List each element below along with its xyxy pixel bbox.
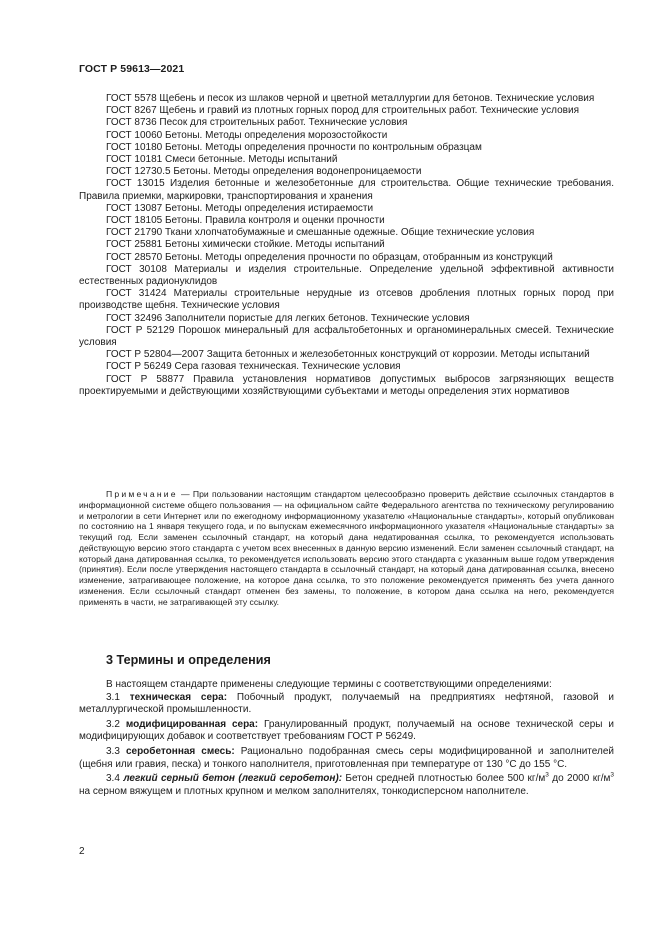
term-text: Рационально подобранная смесь серы модифицированной и заполнителей (щебня или гравия, песка) и тонкого наполнителя, приготовленная при температуре от 130 °С до 155 °С. xyxy=(79,745,614,770)
reference-item: ГОСТ 13087 Бетоны. Методы определения истираемости xyxy=(106,202,374,214)
superscript: 3 xyxy=(610,771,615,779)
reference-item: ГОСТ Р 56249 Сера газовая техническая. Технические условия xyxy=(106,361,401,373)
term-name: техническая сера: xyxy=(129,691,228,703)
reference-item: ГОСТ 10181 Смеси бетонные. Методы испытаний xyxy=(106,154,338,166)
reference-item: ГОСТ Р 52804—2007 Защита бетонных и железобетонных конструкций от коррозии. Методы испытаний xyxy=(106,349,590,361)
terms-list xyxy=(79,679,614,800)
term-number: 3.4 xyxy=(106,773,124,785)
reference-item: ГОСТ Р 58877 Правила установления нормативов допустимых выбросов загрязняющих веществ проектируемыми и действующими хозяйствующими субъектами и методы определения этих нормативов xyxy=(79,373,614,397)
term-definition xyxy=(79,692,614,717)
term-text: до 2000 кг/м xyxy=(548,773,611,785)
reference-item: ГОСТ Р 52129 Порошок минеральный для асфальтобетонных и органоминеральных смесей. Технические условия xyxy=(79,324,614,349)
term-definition xyxy=(79,746,614,771)
reference-item: ГОСТ 28570 Бетоны. Методы определения прочности по образцам, отобранным из конструкций xyxy=(106,251,553,263)
term-name: легкий серный бетон (легкий серобетон): xyxy=(123,773,343,785)
document-header: ГОСТ Р 59613—2021 xyxy=(79,63,185,75)
reference-item: ГОСТ 13015 Изделия бетонные и железобетонные для строительства. Общие технические требования. Правила приемки, маркировки, транспортирования и хранения xyxy=(79,178,614,202)
reference-item: ГОСТ 8267 Щебень и гравий из плотных горных пород для строительных работ. Технические условия xyxy=(106,105,579,117)
reference-item: ГОСТ 21790 Ткани хлопчатобумажные и смешанные одежные. Общие технические условия xyxy=(106,227,535,239)
term-definition xyxy=(79,773,614,798)
term-text: на серном вяжущем и плотных крупном и мелком заполнителях, тонкодисперсном наполнителе. xyxy=(79,785,529,797)
reference-item: ГОСТ 25881 Бетоны химически стойкие. Методы испытаний xyxy=(106,239,385,251)
reference-item: ГОСТ 32496 Заполнители пористые для легких бетонов. Технические условия xyxy=(106,312,470,324)
note-paragraph xyxy=(79,489,614,607)
term-number: 3.2 xyxy=(106,718,126,730)
term-number: 3.3 xyxy=(106,745,126,757)
term-name: модифицированная сера: xyxy=(125,718,259,730)
term-text: Гранулированный продукт, получаемый на основе технической серы и модифицирующих добавок и соответствует требованиям ГОСТ Р 56249. xyxy=(79,718,614,743)
note-text: — При пользовании настоящим стандартом целесообразно проверить действие ссылочных стандартов в информационной системе общего пользования — на официальном сайте Федерального агентства по техническому регулированию и метрологии в сети Интернет или по ежегодному информационному указателю «Национальные стандарты», который опубликован по состоянию на 1 января текущего года, и по выпускам ежемесячного информационного указателя «Национальные стандарты» за текущий год. Если заменен ссылочный стандарт, на который дана недатированная ссылка, то рекомендуется использовать действующую версию этого стандарта с учетом всех внесенных в данную версию изменений. Если заменен ссылочный стандарт, на который дана датированная ссылка, то рекомендуется использовать версию этого стандарта с указанным выше годом утверждения (принятия). Если после утверждения настоящего стандарта в ссылочный стандарт, на который дана датированная ссылка, внесено изменение, затрагивающее положение, на которое дана ссылка, то это положение рекомендуется применять без учета данного изменения. Если ссылочный стандарт отменен без замены, то положение, в котором дана ссылка на него, рекомендуется применять в части, не затрагивающей эту ссылку. xyxy=(79,489,614,607)
normative-references-list xyxy=(79,93,614,398)
reference-item: ГОСТ 30108 Материалы и изделия строительные. Определение удельной эффективной активности естественных радионуклидов xyxy=(79,263,614,288)
reference-item: ГОСТ 12730.5 Бетоны. Методы определения водонепроницаемости xyxy=(106,166,422,178)
reference-item: ГОСТ 18105 Бетоны. Правила контроля и оценки прочности xyxy=(106,215,385,227)
terms-intro: В настоящем стандарте применены следующие термины с соответствующими определениями: xyxy=(106,679,552,690)
reference-item: ГОСТ 31424 Материалы строительные нерудные из отсевов дробления плотных горных пород при производстве щебня. Технические условия xyxy=(79,288,614,312)
reference-item: ГОСТ 10180 Бетоны. Методы определения прочности по контрольным образцам xyxy=(106,141,482,153)
reference-item: ГОСТ 10060 Бетоны. Методы определения морозостойкости xyxy=(106,129,388,141)
superscript: 3 xyxy=(545,771,549,779)
reference-item: ГОСТ 8736 Песок для строительных работ. Технические условия xyxy=(106,117,408,129)
term-name: серобетонная смесь: xyxy=(125,745,235,757)
term-text: Бетон средней плотностью более 500 кг/м xyxy=(342,773,546,785)
term-text: Побочный продукт, получаемый на предприятиях нефтяной, газовой и металлургической промышленности. xyxy=(79,691,614,716)
section-heading: 3 Термины и определения xyxy=(106,653,271,667)
term-number: 3.1 xyxy=(106,691,130,703)
term-definition xyxy=(79,719,614,744)
note-label: Примечание xyxy=(106,489,178,499)
page-number: 2 xyxy=(79,846,85,857)
reference-item: ГОСТ 5578 Щебень и песок из шлаков черной и цветной металлургии для бетонов. Технические условия xyxy=(106,93,595,104)
